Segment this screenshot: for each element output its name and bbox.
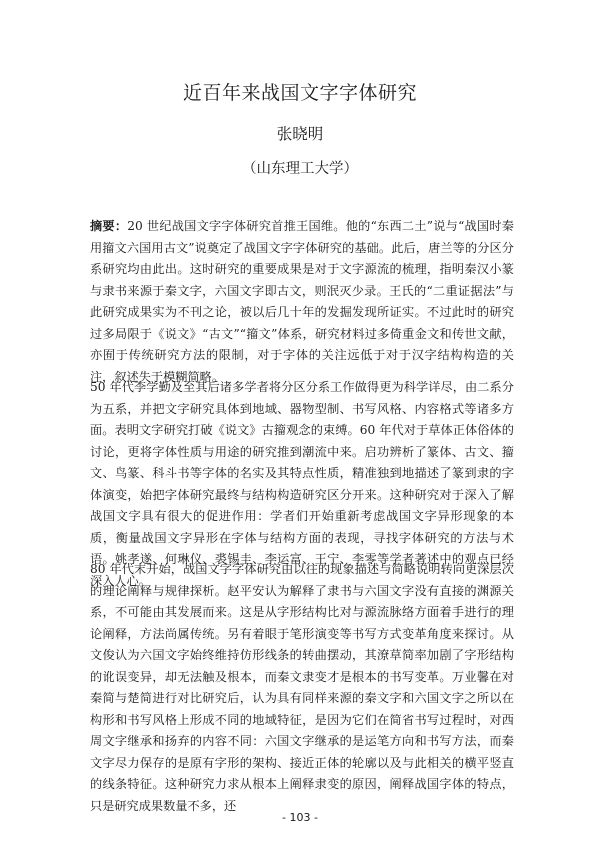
body-paragraph: 80 年代末开始，战国文字字体研究由以往的现象描述与简略说明转向更深层次的理论阐释与规律探析。赵平安认为解释了隶书与六国文字没有直接的渊源关系，不可能由其发展而来。这是从字形结构比对与源流脉络方面着手进行的理论阐释，方法尚属传统。另有着眼于笔形演变等书写方式变革角度来探讨。从文俊认为六国文字始终维持仿形线条的转曲摆动，其潦草简率加剧了字形结构的讹误变异，却无法触及根本，而秦文隶变才是根本的书写变革。万业馨在对秦简与楚简进行对比研究后，认为具有同样来源的秦文字和六国文字之所以在构形和书写风格上形成不同的地域特征，是因为它们在简省书写过程时，对西周文字继承和扬弃的内容不同：六国文字继承的是运笔方向和书写方法，而秦文字尽力保存的是原有字形的架构、接近正体的轮廓以及与此相关的横平竖直的线条特征。这种研究力求从根本上阐释隶变的原因，阐释战国字体的特点，只是研究成果数量不多，还 [90,562,514,813]
abstract-label: 摘要： [90,219,128,233]
author-name: 张晓明 [276,125,324,143]
author-affiliation: （山东理工大学） [242,161,358,177]
abstract [90,216,514,388]
paper-title: 近百年来战国文字字体研究 [182,82,417,104]
abstract-text: 20 世纪战国文字字体研究首推王国维。他的“东西二土”说与“战国时秦用籀文六国用古文”说奠定了战国文字字体研究的基础。此后，唐兰等的分区分系研究均由此出。这时研究的重要成果是对于文字源流的梳理，指明秦汉小篆与隶书来源于秦文字，六国文字即古文，则泯灭少录。王氏的“二重证据法”与此研究成果实为不刊之论，被以后几十年的发掘发现所证实。不过此时的研究过多局限于《说文》“古文”“籀文”体系，研究材料过多倚重金文和传世文献，亦囿于传统研究方法的限制，对于字体的关注远低于对于汉字结构构造的关注，叙述失于模糊简略。 [90,219,514,384]
page-number: - 103 - [282,811,318,824]
body-paragraph: 50 年代李学勤及至其后诸多学者将分区分系工作做得更为科学详尽，由二系分为五系，并把文字研究具体到地域、器物型制、书写风格、内容格式等诸多方面。表明文字研究打破《说文》古籀观念的束缚。60 年代对于草体正体俗体的讨论，更将字体性质与用途的研究推到潮流中来。启功辨析了篆体、古文、籀文、鸟篆、科斗书等字体的名实及其特点性质，精准独到地描述了篆到隶的字体演变，始把字体研究最终与结构构造研究区分开来。这种研究对于深入了解战国文字具有很大的促进作用：学者们开始重新考虑战国文字异形现象的本质，衡量战国文字异形在字体与结构方面的表现，寻找字体研究的方法与术语。姚孝遂、何琳仪、裘锡圭、李运富、王宁、李零等学者著述中的观点已经深入人心。 [90,380,514,588]
